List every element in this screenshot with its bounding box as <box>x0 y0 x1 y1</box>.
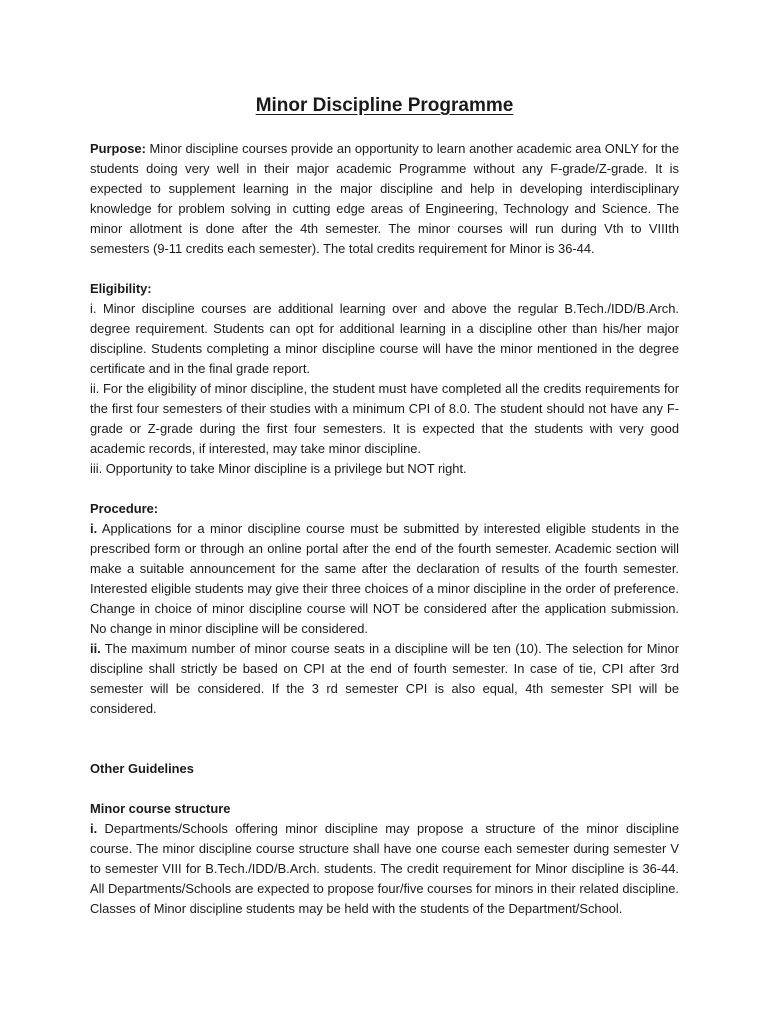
purpose-text: Minor discipline courses provide an opportunity to learn another academic area ONLY for the students doing very well in their major academic Programme without any F-grade/Z-grade. It is expected to supplement learning in the major discipline and help in developing interdisciplinary knowledge for problem solving in cutting edge areas of Engineering, Technology and Science. The minor allotment is done after the 4th semester. The minor courses will run during Vth to VIIIth semesters (9-11 credits each semester). The total credits requirement for Minor is 36-44. <box>90 141 679 256</box>
procedure-item-1-number: i. <box>90 521 98 536</box>
minor-course-structure-heading: Minor course structure <box>90 801 231 816</box>
eligibility-item-2: ii. For the eligibility of minor discipline, the student must have completed all the credits requirements for the first four semesters of their studies with a minimum CPI of 8.0. The student should not have any F-grade or Z-grade during the first four semesters. It is expected that the students with very good academic records, if interested, may take minor discipline. <box>90 381 679 456</box>
procedure-item-1 <box>90 519 679 639</box>
structure-item-1 <box>90 819 679 919</box>
procedure-item-2-number: ii. <box>90 641 101 656</box>
document-body <box>90 139 679 919</box>
structure-item-1-number: i. <box>90 821 98 836</box>
eligibility-item-1: i. Minor discipline courses are additional learning over and above the regular B.Tech./IDD/B.Arch. degree requirement. Students can opt for additional learning in a discipline other than his/her major discipline. Students completing a minor discipline course will have the minor mentioned in the degree certificate and in the final grade report. <box>90 301 679 376</box>
eligibility-heading: Eligibility: <box>90 281 152 296</box>
procedure-heading: Procedure: <box>90 501 159 516</box>
structure-item-1-text: Departments/Schools offering minor discipline may propose a structure of the minor discipline course. The minor discipline course structure shall have one course each semester during semester V to semester VIII for B.Tech./IDD/B.Arch. students. The credit requirement for Minor discipline is 36-44. All Departments/Schools are expected to propose four/five courses for minors in their related discipline. Classes of Minor discipline students may be held with the students of the Department/School. <box>90 821 679 916</box>
procedure-item-2 <box>90 639 679 719</box>
purpose-paragraph <box>90 139 679 259</box>
other-guidelines-heading: Other Guidelines <box>90 761 194 776</box>
page-title: Minor Discipline Programme <box>255 95 514 116</box>
procedure-item-1-text: Applications for a minor discipline course must be submitted by interested eligible students in the prescribed form or through an online portal after the end of the fourth semester. Academic section will make a suitable announcement for the same after the declaration of results of the fourth semester. Interested eligible students may give their three choices of a minor discipline in the order of preference. Change in choice of minor discipline course will NOT be considered after the application submission. No change in minor discipline will be considered. <box>90 521 679 636</box>
eligibility-item-3: iii. Opportunity to take Minor discipline is a privilege but NOT right. <box>90 461 467 476</box>
procedure-item-2-text: The maximum number of minor course seats in a discipline will be ten (10). The selection for Minor discipline shall strictly be based on CPI at the end of fourth semester. In case of tie, CPI after 3rd semester will be considered. If the 3 rd semester CPI is also equal, 4th semester SPI will be considered. <box>90 641 679 716</box>
purpose-label: Purpose: <box>90 141 146 156</box>
